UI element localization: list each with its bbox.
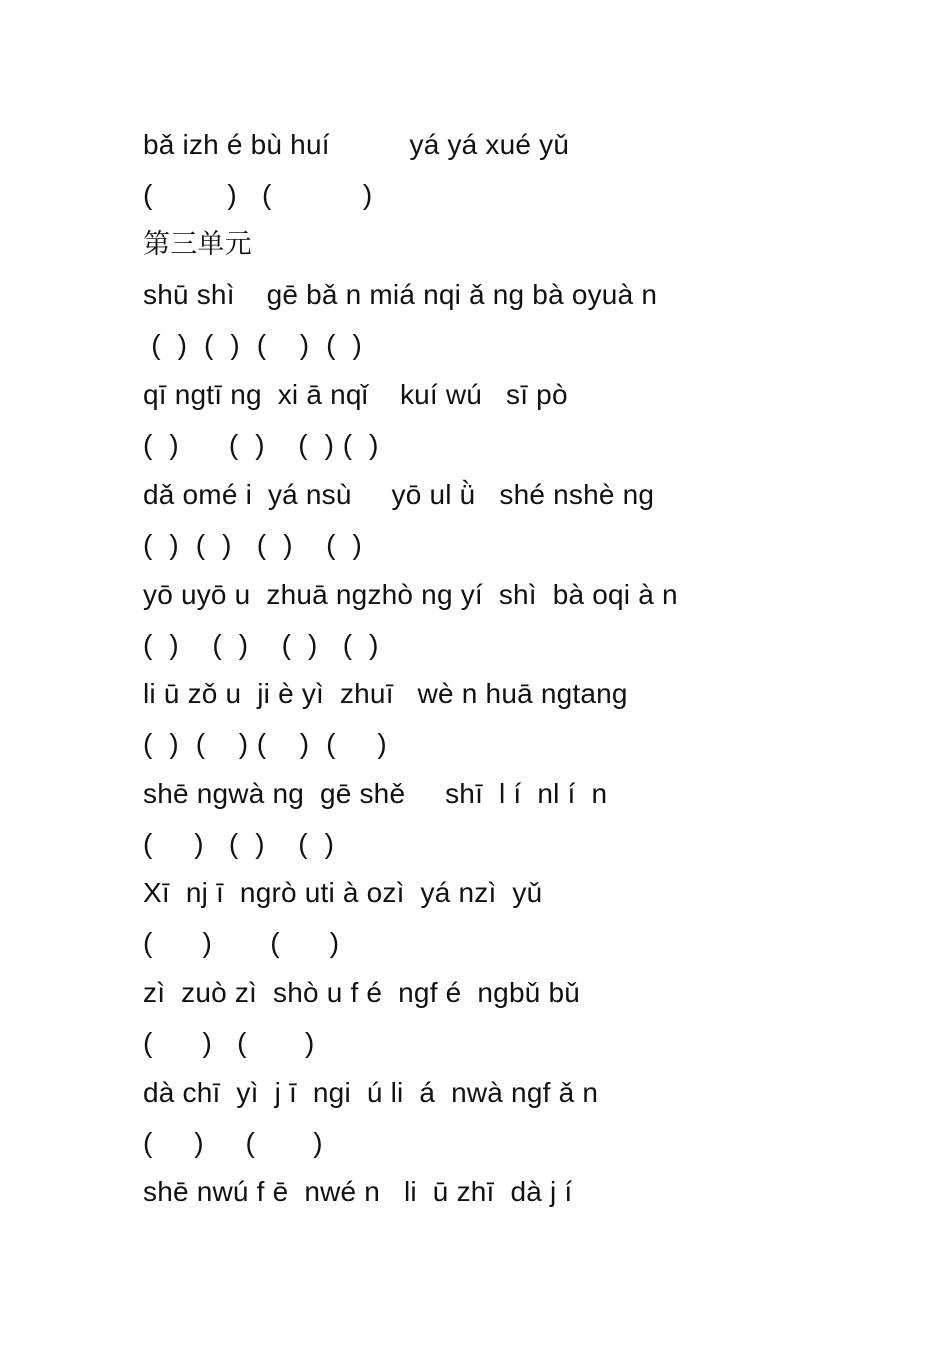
pinyin-line: dà chī yì j ī ngi ú li á nwà ngf ǎ n — [143, 1077, 599, 1108]
pinyin-line: shē ngwà ng gē shě shī l í nl í n — [143, 778, 608, 809]
pinyin-line: bǎ izh é bù huí yá yá xué yǔ — [143, 129, 570, 160]
answer-blanks-line: ( ) ( ) — [143, 1127, 324, 1158]
pinyin-line: dǎ omé i yá nsù yō ul ǜ shé nshè ng — [143, 479, 655, 510]
answer-blanks-line: ( ) ( ) ( ) ( ) — [143, 329, 363, 360]
answer-blanks-line: ( ) ( ) ( ) ( ) — [143, 429, 379, 460]
pinyin-line: qī ngtī ng xi ā nqǐ kuí wú sī pò — [143, 379, 568, 410]
pinyin-line: yō uyō u zhuā ngzhò ng yí shì bà oqi à n — [143, 579, 678, 610]
unit-heading: 第三单元 — [143, 229, 252, 260]
pinyin-line: shū shì gē bǎ n miá nqi ǎ ng bà oyuà n — [143, 279, 658, 310]
answer-blanks-line: ( ) ( ) — [143, 927, 340, 958]
pinyin-line: zì zuò zì shò u f é ngf é ngbǔ bǔ — [143, 977, 581, 1008]
answer-blanks-line: ( ) ( ) — [143, 1027, 315, 1058]
pinyin-line: shē nwú f ē nwé n li ū zhī dà j í — [143, 1176, 573, 1207]
pinyin-line: li ū zǒ u ji è yì zhuī wè n huā ngtang — [143, 678, 628, 709]
answer-blanks-line: ( ) ( ) ( ) ( ) — [143, 629, 379, 660]
answer-blanks-line: ( ) ( ) ( ) — [143, 828, 335, 859]
answer-blanks-line: ( ) ( ) ( ) ( ) — [143, 529, 363, 560]
pinyin-line: Xī nj ī ngrò uti à ozì yá nzì yǔ — [143, 877, 543, 908]
answer-blanks-line: ( ) ( ) — [143, 179, 373, 210]
answer-blanks-line: ( ) ( ) ( ) ( ) — [143, 728, 388, 759]
